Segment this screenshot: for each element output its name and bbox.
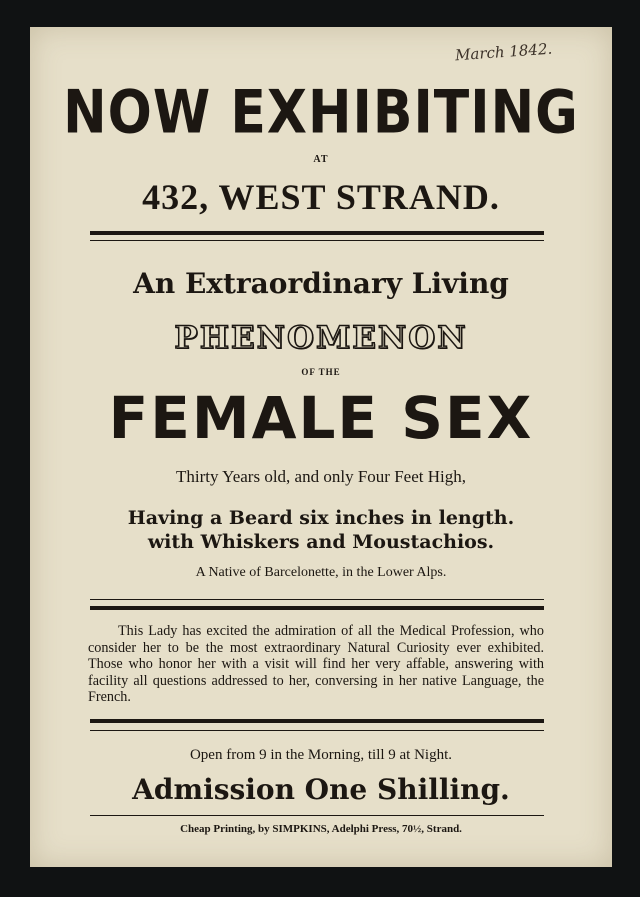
female-sex-title: FEMALE SEX <box>108 384 534 452</box>
handwritten-date: March 1842. <box>454 39 553 65</box>
native-origin: A Native of Barcelonette, in the Lower Alps. <box>195 565 447 580</box>
address: 432, WEST STRAND. <box>142 177 500 217</box>
divider-top-thin <box>90 240 544 241</box>
of-the-label: OF THE <box>301 367 341 377</box>
divider-lower <box>90 719 544 723</box>
beard-line-2: with Whiskers and Moustachios. <box>147 531 495 553</box>
at-label: AT <box>313 154 329 165</box>
description-paragraph: This Lady has excited the admiration of all the Medical Profession, who consider her to be the most extraordinary Natural Curiosity ever exhibited. Those who honor her with a visit will find her very affable, answering with facility all questions addressed to her, conversing in her native Language, the French. <box>88 623 544 705</box>
divider-mid <box>90 606 544 610</box>
divider-mid-thin <box>90 599 544 600</box>
beard-line-1: Having a Beard six inches in length. <box>127 507 515 529</box>
phenomenon-title: PHENOMENON <box>174 320 468 356</box>
age-height-line: Thirty Years old, and only Four Feet High, <box>176 467 466 486</box>
admission-price: Admission One Shilling. <box>132 773 510 806</box>
opening-hours: Open from 9 in the Morning, till 9 at Night. <box>189 747 453 763</box>
headline: NOW EXHIBITING <box>63 78 579 148</box>
divider-top <box>90 231 544 235</box>
printer-credit: Cheap Printing, by SIMPKINS, Adelphi Press, 70½, Strand. <box>180 823 462 835</box>
divider-lower-thin <box>90 730 544 731</box>
poster-sheet <box>30 27 612 867</box>
subheading: An Extraordinary Living <box>133 267 509 300</box>
beard-description <box>30 506 612 554</box>
divider-bottom <box>90 815 544 816</box>
